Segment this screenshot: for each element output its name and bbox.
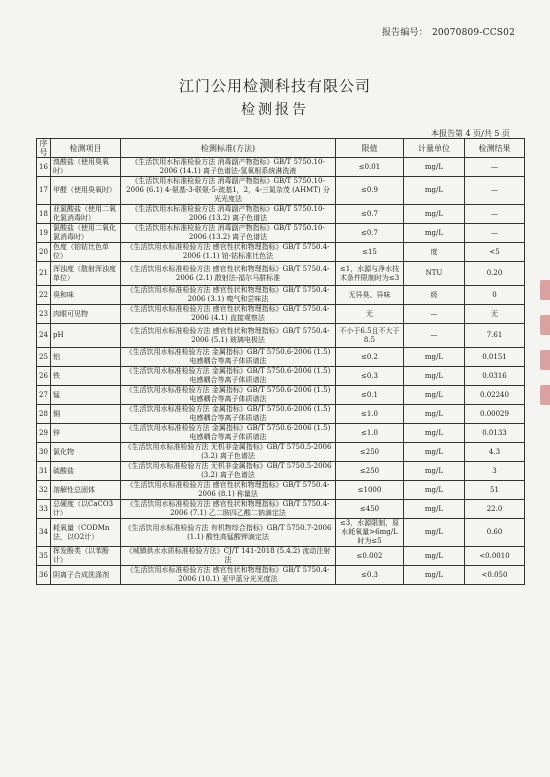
cell-unit: mg/L bbox=[404, 547, 465, 566]
cell-result: 4.3 bbox=[465, 443, 525, 462]
cell-limit: 无异臭、异味 bbox=[336, 286, 404, 305]
table-row bbox=[37, 500, 525, 519]
cell-limit: ≤0.9 bbox=[336, 177, 404, 205]
cell-no: 16 bbox=[37, 158, 51, 177]
table-row bbox=[37, 286, 525, 305]
cell-no: 17 bbox=[37, 177, 51, 205]
cell-limit: 不小于6.5且不大于8.5 bbox=[336, 324, 404, 348]
cell-method: 《生活饮用水标准检验方法 消毒副产物指标》GB/T 5750.10-2006 (13.2) 离子色谱法 bbox=[121, 205, 336, 224]
cell-result: — bbox=[465, 177, 525, 205]
cell-no: 33 bbox=[37, 500, 51, 519]
cell-unit: 度 bbox=[404, 243, 465, 262]
results-table bbox=[36, 138, 525, 585]
table-row bbox=[37, 305, 525, 324]
cell-item: 挥发酚类（以苯酚计） bbox=[51, 547, 121, 566]
cell-limit: ≤0.01 bbox=[336, 158, 404, 177]
cell-limit: ≤1，水源与净水技术条件限制时为≤3 bbox=[336, 262, 404, 286]
cell-method: 《生活饮用水标准检验方法 有机物综合指标》GB/T 5750.7-2006 (1.1) 酸性高锰酸钾滴定法 bbox=[121, 519, 336, 547]
cell-unit: mg/L bbox=[404, 405, 465, 424]
cell-unit: mg/L bbox=[404, 224, 465, 243]
cell-item: 总硬度（以CaCO3计） bbox=[51, 500, 121, 519]
cell-no: 30 bbox=[37, 443, 51, 462]
cell-method: 《生活饮用水标准检验方法 感官性状和物理指标》GB/T 5750.4-2006 (5.1) 玻璃电极法 bbox=[121, 324, 336, 348]
cell-result: — bbox=[465, 224, 525, 243]
table-row bbox=[37, 481, 525, 500]
cell-method: 《生活饮用水标准检验方法 金属指标》GB/T 5750.6-2006 (1.5) 电感耦合等离子体质谱法 bbox=[121, 348, 336, 367]
cell-limit: 无 bbox=[336, 305, 404, 324]
col-header-no: 序号 bbox=[37, 139, 51, 158]
cell-limit: ≤0.3 bbox=[336, 566, 404, 585]
cell-limit: ≤0.7 bbox=[336, 205, 404, 224]
cell-method: 《生活饮用水标准检验方法 无机非金属指标》GB/T 5750.5-2006 (3.2) 离子色谱法 bbox=[121, 443, 336, 462]
cell-method: 《生活饮用水标准检验方法 无机非金属指标》GB/T 5750.5-2006 (3.2) 离子色谱法 bbox=[121, 462, 336, 481]
col-header-limit: 限值 bbox=[336, 139, 404, 158]
cell-limit: ≤0.1 bbox=[336, 386, 404, 405]
table-row bbox=[37, 348, 525, 367]
cell-item: 锰 bbox=[51, 386, 121, 405]
cell-unit: mg/L bbox=[404, 481, 465, 500]
cell-method: 《生活饮用水标准检验方法 感官性状和物理指标》GB/T 5750.4-2006 (8.1) 称量法 bbox=[121, 481, 336, 500]
cell-limit: ≤250 bbox=[336, 462, 404, 481]
table-row bbox=[37, 205, 525, 224]
cell-limit: ≤1.0 bbox=[336, 424, 404, 443]
col-header-unit: 计量单位 bbox=[404, 139, 465, 158]
cell-method: 《生活饮用水标准检验方法 感官性状和物理指标》GB/T 5750.4-2006 (4.1) 直接观察法 bbox=[121, 305, 336, 324]
cell-unit: — bbox=[404, 324, 465, 348]
table-row bbox=[37, 462, 525, 481]
cell-result: 22.0 bbox=[465, 500, 525, 519]
report-title: 检测报告 bbox=[241, 102, 309, 118]
table-row bbox=[37, 224, 525, 243]
table-row bbox=[37, 547, 525, 566]
cell-item: 铝 bbox=[51, 348, 121, 367]
cell-result: 0.0133 bbox=[465, 424, 525, 443]
table-row bbox=[37, 424, 525, 443]
cell-no: 35 bbox=[37, 547, 51, 566]
col-header-item: 检测项目 bbox=[51, 139, 121, 158]
cell-item: 硫酸盐 bbox=[51, 462, 121, 481]
cell-method: 《生活饮用水标准检验方法 金属指标》GB/T 5750.6-2006 (1.5) 电感耦合等离子体质谱法 bbox=[121, 424, 336, 443]
cell-limit: ≤1.0 bbox=[336, 405, 404, 424]
cell-unit: mg/L bbox=[404, 519, 465, 547]
cell-method: 《生活饮用水标准检验方法 感官性状和物理指标》GB/T 5750.4-2006 (1.1) 铂-钴标准比色法 bbox=[121, 243, 336, 262]
cell-unit: mg/L bbox=[404, 500, 465, 519]
cell-unit: 级 bbox=[404, 286, 465, 305]
table-body bbox=[37, 158, 525, 585]
cell-unit: mg/L bbox=[404, 367, 465, 386]
cell-item: 亚氯酸盐（使用二氧化氯消毒时） bbox=[51, 205, 121, 224]
cell-no: 25 bbox=[37, 348, 51, 367]
cell-no: 18 bbox=[37, 205, 51, 224]
cell-limit: ≤3，水源限制，原水耗氧量>6mg/L时为≤5 bbox=[336, 519, 404, 547]
cell-result: <0.0010 bbox=[465, 547, 525, 566]
cell-no: 26 bbox=[37, 367, 51, 386]
cell-no: 20 bbox=[37, 243, 51, 262]
cell-result: 0.20 bbox=[465, 262, 525, 286]
cell-item: 溴酸盐（使用臭氧时） bbox=[51, 158, 121, 177]
cell-unit: mg/L bbox=[404, 566, 465, 585]
cell-item: 锌 bbox=[51, 424, 121, 443]
company-name: 江门公用检测科技有限公司 bbox=[178, 77, 371, 95]
table-row bbox=[37, 566, 525, 585]
cell-result: 0.02240 bbox=[465, 386, 525, 405]
col-header-result: 检测结果 bbox=[465, 139, 525, 158]
cell-item: 阴离子合成洗涤剂 bbox=[51, 566, 121, 585]
cell-unit: NTU bbox=[404, 262, 465, 286]
cell-unit: mg/L bbox=[404, 462, 465, 481]
cell-method: 《生活饮用水标准检验方法 感官性状和物理指标》GB/T 5750.4-2006 (7.1) 乙二胺四乙酸二钠滴定法 bbox=[121, 500, 336, 519]
cell-limit: ≤250 bbox=[336, 443, 404, 462]
cell-result: 0.0316 bbox=[465, 367, 525, 386]
cell-item: 铜 bbox=[51, 405, 121, 424]
table-row bbox=[37, 405, 525, 424]
cell-no: 19 bbox=[37, 224, 51, 243]
cell-item: 溶解性总固体 bbox=[51, 481, 121, 500]
cell-no: 24 bbox=[37, 324, 51, 348]
cell-item: 耗氧量（CODMn法，以O2计） bbox=[51, 519, 121, 547]
cell-unit: mg/L bbox=[404, 443, 465, 462]
cell-limit: ≤15 bbox=[336, 243, 404, 262]
cell-no: 36 bbox=[37, 566, 51, 585]
cell-no: 34 bbox=[37, 519, 51, 547]
table-row bbox=[37, 177, 525, 205]
table-row bbox=[37, 519, 525, 547]
cell-item: 色度（铂钴比色单位） bbox=[51, 243, 121, 262]
table-row bbox=[37, 262, 525, 286]
cell-unit: mg/L bbox=[404, 348, 465, 367]
table-row bbox=[37, 243, 525, 262]
cell-no: 27 bbox=[37, 386, 51, 405]
cell-item: 肉眼可见物 bbox=[51, 305, 121, 324]
cell-method: 《生活饮用水标准检验方法 消毒副产物指标》GB/T 5750.10-2006 (14.1) 离子色谱法-氢氧根系统淋洗液 bbox=[121, 158, 336, 177]
cell-method: 《生活饮用水标准检验方法 消毒副产物指标》GB/T 5750.10-2006 (6.1) 4-氨基-3-联氨-5-巯基1，2，4-三氮杂茂 (AHMT) 分光光度法 bbox=[121, 177, 336, 205]
cell-no: 28 bbox=[37, 405, 51, 424]
cell-method: 《生活饮用水标准检验方法 感官性状和物理指标》GB/T 5750.4-2006 (10.1) 亚甲蓝分光光度法 bbox=[121, 566, 336, 585]
cell-no: 31 bbox=[37, 462, 51, 481]
table-row bbox=[37, 443, 525, 462]
cell-limit: ≤1000 bbox=[336, 481, 404, 500]
cell-item: 氯化物 bbox=[51, 443, 121, 462]
cell-result: 无 bbox=[465, 305, 525, 324]
cell-limit: ≤0.3 bbox=[336, 367, 404, 386]
cell-method: 《生活饮用水标准检验方法 感官性状和物理指标》GB/T 5750.4-2006 (2.1) 散射法-福尔马肼标准 bbox=[121, 262, 336, 286]
cell-result: <0.050 bbox=[465, 566, 525, 585]
cell-result: 0.0151 bbox=[465, 348, 525, 367]
cell-item: 氯酸盐（使用二氧化氯消毒时） bbox=[51, 224, 121, 243]
cell-item: 甲醛（使用臭氧时） bbox=[51, 177, 121, 205]
cell-no: 29 bbox=[37, 424, 51, 443]
cell-unit: mg/L bbox=[404, 158, 465, 177]
cell-unit: mg/L bbox=[404, 386, 465, 405]
page-info: 本报告第 4 页/共 5 页 bbox=[430, 129, 510, 138]
cell-item: pH bbox=[51, 324, 121, 348]
cell-method: 《生活饮用水标准检验方法 金属指标》GB/T 5750.6-2006 (1.5) 电感耦合等离子体质谱法 bbox=[121, 405, 336, 424]
col-header-method: 检测标准(方法) bbox=[121, 139, 336, 158]
cell-method: 《生活饮用水标准检验方法 金属指标》GB/T 5750.6-2006 (1.5) 电感耦合等离子体质谱法 bbox=[121, 367, 336, 386]
cell-method: 《生活饮用水标准检验方法 感官性状和物理指标》GB/T 5750.4-2006 (3.1) 嗅气和尝味法 bbox=[121, 286, 336, 305]
cell-no: 21 bbox=[37, 262, 51, 286]
cell-limit: ≤0.002 bbox=[336, 547, 404, 566]
cell-unit: mg/L bbox=[404, 177, 465, 205]
cell-unit: mg/L bbox=[404, 424, 465, 443]
table-header-row bbox=[37, 139, 525, 158]
report-number: 报告编号： 20070809-CCS02 bbox=[381, 28, 515, 38]
cell-result: 0 bbox=[465, 286, 525, 305]
table-row bbox=[37, 324, 525, 348]
cell-limit: ≤0.2 bbox=[336, 348, 404, 367]
cell-no: 22 bbox=[37, 286, 51, 305]
cell-result: 0.00029 bbox=[465, 405, 525, 424]
cell-item: 浑浊度（散射浑浊度单位） bbox=[51, 262, 121, 286]
cell-limit: ≤450 bbox=[336, 500, 404, 519]
cell-result: 3 bbox=[465, 462, 525, 481]
cell-result: — bbox=[465, 205, 525, 224]
cell-method: 《生活饮用水标准检验方法 消毒副产物指标》GB/T 5750.10-2006 (13.2) 离子色谱法 bbox=[121, 224, 336, 243]
cell-result: 0.60 bbox=[465, 519, 525, 547]
cell-result: 51 bbox=[465, 481, 525, 500]
table-row bbox=[37, 367, 525, 386]
cell-limit: ≤0.7 bbox=[336, 224, 404, 243]
cell-unit: mg/L bbox=[404, 205, 465, 224]
seal-edge-mark bbox=[536, 280, 550, 420]
cell-no: 32 bbox=[37, 481, 51, 500]
cell-result: 7.61 bbox=[465, 324, 525, 348]
table-row bbox=[37, 386, 525, 405]
cell-unit: — bbox=[404, 305, 465, 324]
cell-item: 铁 bbox=[51, 367, 121, 386]
cell-item: 臭和味 bbox=[51, 286, 121, 305]
cell-result: <5 bbox=[465, 243, 525, 262]
cell-no: 23 bbox=[37, 305, 51, 324]
cell-result: — bbox=[465, 158, 525, 177]
table-row bbox=[37, 158, 525, 177]
cell-method: 《生活饮用水标准检验方法 金属指标》GB/T 5750.6-2006 (1.5) 电感耦合等离子体质谱法 bbox=[121, 386, 336, 405]
cell-method: 《城镇供水水质标准检验方法》CJ/T 141-2018 (5.4.2) 流动注射法 bbox=[121, 547, 336, 566]
results-table-wrapper bbox=[36, 138, 524, 585]
